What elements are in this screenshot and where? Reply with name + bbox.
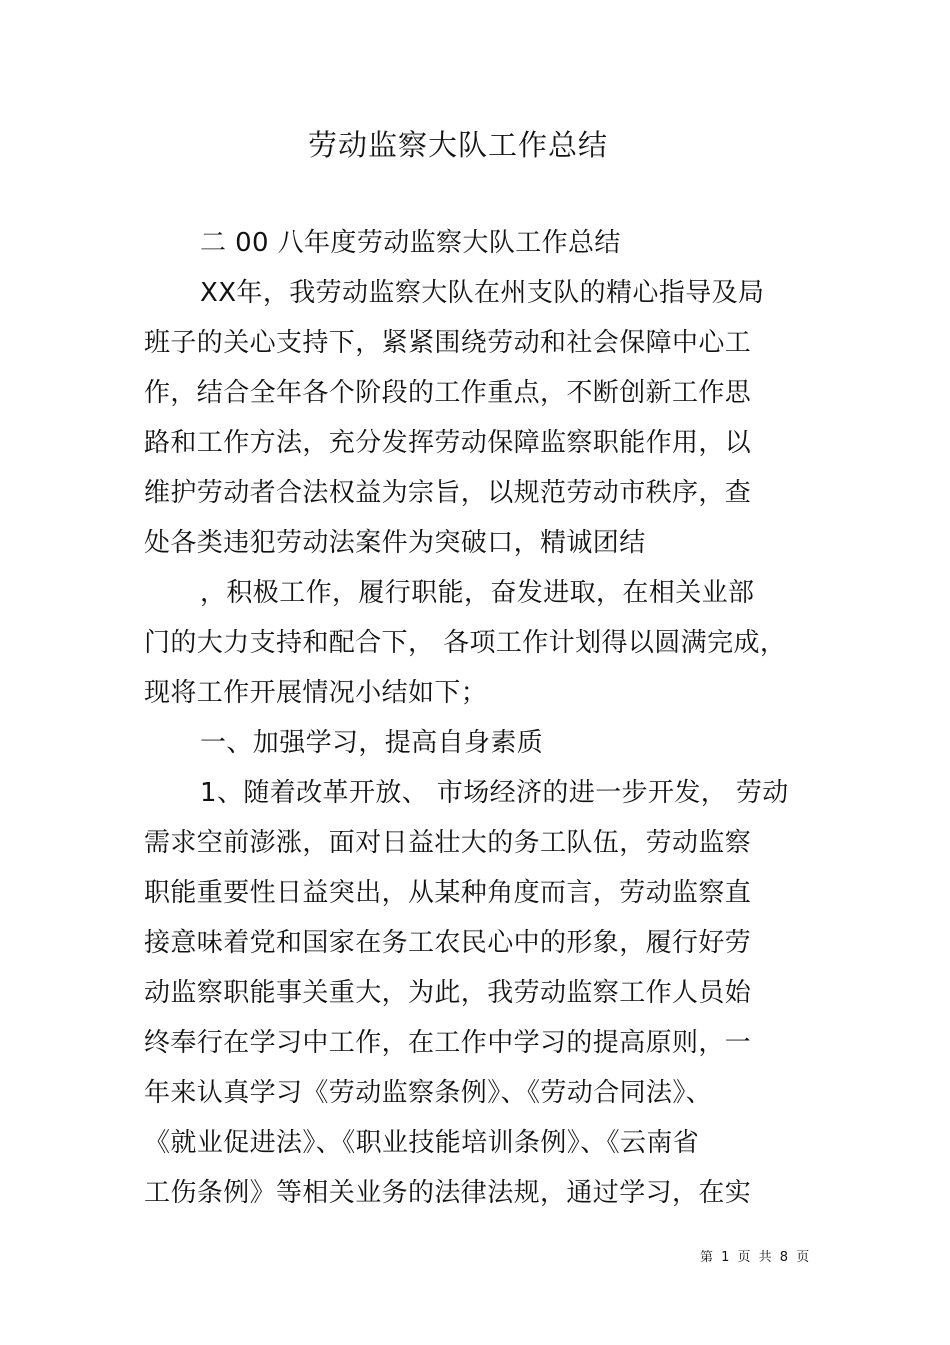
body-line: 接意味着党和国家在务工农民心中的形象，履行好劳 — [144, 928, 752, 958]
body-line: 动监察职能事关重大，为此，我劳动监察工作人员始 — [144, 978, 752, 1008]
subtitle-line: 二 00 八年度劳动监察大队工作总结 — [200, 228, 621, 258]
body-line: 作，结合全年各个阶段的工作重点，不断创新工作思 — [144, 378, 752, 408]
body-line: 处各类违犯劳动法案件为突破口，精诚团结 — [144, 528, 646, 558]
body-line: 现将工作开展情况小结如下； — [144, 678, 488, 708]
body-line: 职能重要性日益突出，从某种角度而言，劳动监察直 — [144, 878, 752, 908]
body-line: 门的大力支持和配合下， 各项工作计划得以圆满完成， — [144, 628, 787, 658]
body-line: 工伤条例》等相关业务的法律法规，通过学习，在实 — [144, 1178, 752, 1208]
body-line: 需求空前澎涨，面对日益壮大的务工队伍，劳动监察 — [144, 828, 752, 858]
page-number-footer: 第 1 页 共 8 页 — [700, 1250, 810, 1265]
body-line: 终奉行在学习中工作，在工作中学习的提高原则，一 — [144, 1028, 752, 1058]
body-line: 年来认真学习《劳动监察条例》、《劳动合同法》、 — [144, 1078, 713, 1108]
document-title: 劳动监察大队工作总结 — [307, 128, 608, 162]
body-line: ，积极工作，履行职能，奋发进取，在相关业部 — [200, 578, 755, 608]
body-line: XX年，我劳动监察大队在州支队的精心指导及局 — [200, 278, 765, 308]
body-line: 路和工作方法，充分发挥劳动保障监察职能作用，以 — [144, 428, 752, 458]
body-line: 1、随着改革开放、 市场经济的进一步开发， 劳动 — [200, 778, 789, 808]
body-line: 维护劳动者合法权益为宗旨，以规范劳动市秩序，查 — [144, 478, 752, 508]
section-heading: 一、加强学习，提高自身素质 — [200, 728, 544, 758]
body-line: 班子的关心支持下，紧紧围绕劳动和社会保障中心工 — [144, 328, 752, 358]
body-line: 《就业促进法》、《职业技能培训条例》、《云南省 — [144, 1128, 700, 1158]
